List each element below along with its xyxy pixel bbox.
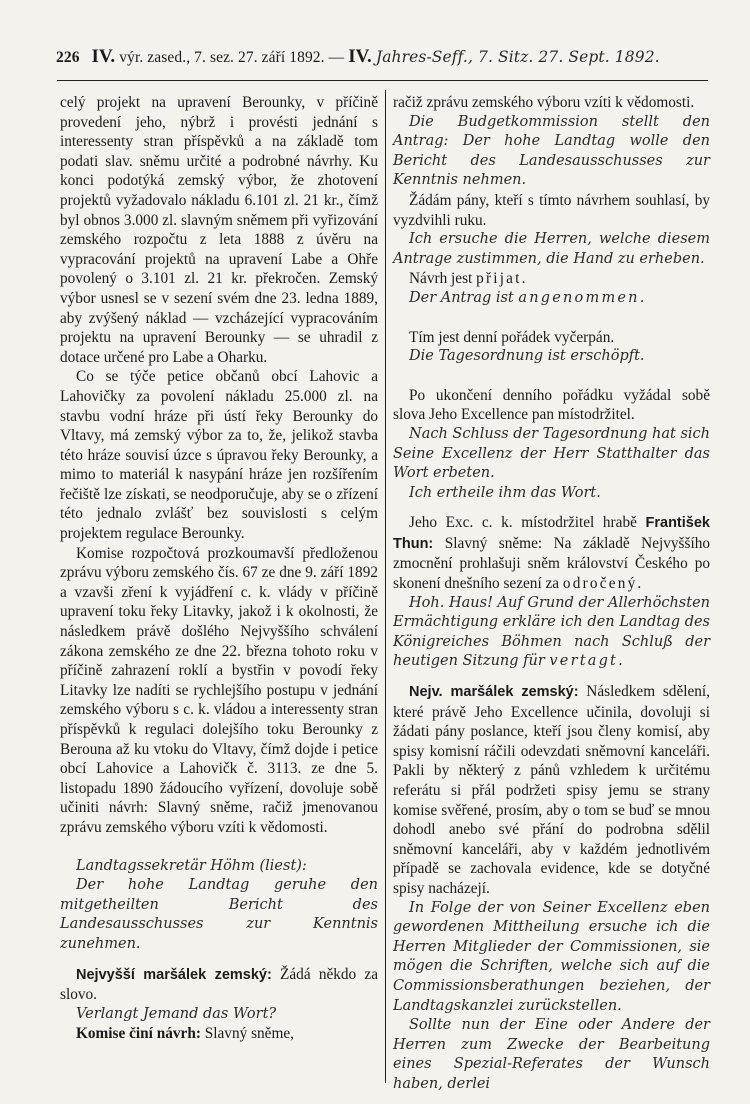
text: Hoh. Haus! Auf Grund der Allerhöchsten Ermächtigung erkläre ich den Landtag des Königreiches Böhmen nach Schluß der heutigen Sitzung für: [393, 594, 710, 670]
paragraph: celý projekt na upravení Berounky, v příčině provedení jeho, nýbrž i provésti jednání s interessenty stran příspěvků a na základě tom podati slav. sněmu určité a podrobné návrhy. Ku konci podotýká zemský výbor, že zhotovení projektů vyžadovalo nákladu 6.101 zl. 21 kr., čímž byl obnos 3.000 zl. slavným sněmem při vyřizování zemského rozpočtu z leta 1888 z úvěru na vypracování projektů na upravení Labe a Ohře povolený o 3.101 zl. 21 kr. překročen. Zemský výbor usnesl se v sezení svém dne 23. ledna 1889, aby zvýšený náklad — vzcházející vypracováním projektu na upravení Berounky — se uhradil z dotace určené pro Labe a Oharku.: [60, 94, 378, 366]
speaker-paragraph: [60, 965, 378, 1005]
paragraph-german: Die Tagesordnung ist erschöpft.: [409, 348, 645, 365]
german-session-text: Jahres-Seff., 7. Sitz. 27. Sept. 1892.: [375, 48, 660, 66]
speech-text: Slavný sněme: Na základě Nejvyššího zmocnění prohlašuji sněm království Českého po skonení dnešního sezení za: [393, 534, 711, 593]
paragraph: Po ukončení denního pořádku vyžádal sobě slova Jeho Excellence pan místodržitel.: [393, 386, 710, 424]
speech-text: Následkem sdělení, které právě Jeho Excellence učinila, dovoluji si žádati pány poslance, kteří jsou členy komisí, aby spisy komisní ráčili odevzdati sněmovní kanceláři. Pakli by některý z pánů vzhledem k určitému referátu si přál podržeti spisy jemu se strany komise svěřené, prosím, aby o tom se buď se mnou dohodl anebo své přání do podrobna sdělil sněmovní kanceláři, aby v každém jednotlivém případě se zachovala evidence, kde se dotyčné spisy nacházejí.: [393, 683, 710, 897]
text: Návrh jest: [409, 270, 473, 288]
paragraph: račiž zprávu zemského výboru vzíti k vědomosti.: [393, 94, 695, 111]
speaker-paragraph: [393, 513, 710, 593]
paragraph-german: Verlangt Jemand das Wort?: [76, 1005, 277, 1022]
paragraph-german: [393, 289, 710, 309]
paragraph-german: Landtagssekretär Höhm (liest):: [76, 857, 307, 874]
paragraph-german: Ich ersuche die Herren, welche diesem Antrage zustimmen, die Hand zu erheben.: [393, 231, 710, 267]
text: Jeho Exc. c. k. místodržitel hrabě: [409, 514, 637, 532]
right-column: [393, 93, 710, 1095]
czech-session-text: výr. zased., 7. sez. 27. září 1892. —: [119, 49, 345, 66]
speaker-paragraph: [393, 682, 710, 899]
paragraph: Komise rozpočtová prozkoumavší předloženou zprávu výboru zemského čís. 67 ze dne 9. září 1892 a vzavši zření k vyjádření c. k. vlády v příčině upravení toku řeky Litavky, jakož i k okolnosti, že následkem právě došlého Nejvyššího schválení zákona zemského ze dne 22. března tohoto roku v příčině zahrazení roklí a bystřin v povodí řeky Litavky lze nadíti se rychlejšího postupu v jednání zemského výboru s c. k. vládou a interessenty stran příspěvků k regulaci dolejšího toku Berounky z Berouna až ku vtoku do Vltavy, čímž dojde i petice obcí Lahovice a Lahovičk č. 3113. ze dne 5. listopadu 1890 žádoucího vyřízení, dovoluje sobě učiniti návrh: Slavný sněme, račiž jmenovanou zprávu zemského výboru vzíti k vědomosti.: [60, 544, 378, 836]
paragraph-german: In Folge der von Seiner Excellenz eben gewordenen Mittheilung ersuche ich die Herren Mitglieder der Commissionen, sie mögen die Schriften, welche sich auf die Commissionsberathungen beziehen, der Landtagskanzlei zurückstellen.: [393, 899, 710, 1014]
speaker-name: Nejvyšší maršálek zemský:: [76, 966, 272, 983]
speaker-name: František Thun:: [393, 515, 710, 552]
speaker-paragraph: [60, 1024, 378, 1044]
paragraph: Co se týče petice občanů obcí Lahovic a Lahovičky za povolení nákladu 25.000 zl. na stavbu vodní hráze při ústí řeky Berounky do Vltavy, má zemský výbor za to, že, jelikož stavba této hráze souvisí úzce s úpravou řeky Berounky, a mimo to materiál k nasypání hráze jen rozšířením řečiště lze získati, se neodporučuje, aby se o zřízení této jednalo zvlášť bez souvislosti s celým projektem regulace Berounky.: [60, 368, 378, 543]
paragraph: Žádám pány, kteří s tímto návrhem souhlasí, by vyzdvihli ruku.: [393, 191, 710, 229]
paragraph-german: Der hohe Landtag geruhe den mitgetheilten Bericht des Landesausschusses zur Kenntnis zunehmen.: [60, 877, 378, 952]
paragraph: Tím jest denní pořádek vyčerpán.: [409, 328, 615, 346]
paragraph: [393, 269, 710, 289]
spaced-text: angenommen.: [518, 289, 647, 306]
speech-text: Slavný sněme,: [204, 1025, 294, 1043]
czech-session-number: IV.: [91, 46, 116, 67]
left-column: [60, 93, 378, 1044]
german-session-number: IV.: [348, 46, 372, 67]
paragraph-german: [393, 594, 710, 672]
paragraph-german: Nach Schluss der Tagesordnung hat sich Seine Excellenz der Herr Statthalter das Wort erbeten.: [393, 425, 710, 482]
speaker-name: Nejv. maršálek zemský:: [409, 684, 579, 701]
spaced-text: odročený.: [562, 575, 644, 593]
paragraph-german: Sollte nun der Eine oder Andere der Herren zum Zwecke der Bearbeitung eines Spezial-Referates der Wunsch haben, derlei: [393, 1017, 710, 1092]
page-header: [56, 46, 706, 76]
page-number: 226: [56, 49, 80, 66]
text: Der Antrag ist: [409, 289, 514, 306]
speech-text: Žádá někdo za slovo.: [60, 965, 378, 1004]
speaker-name: Komise činí návrh:: [76, 1025, 201, 1043]
paragraph-german: Die Budgetkommission stellt den Antrag: Der hohe Landtag wolle den Bericht des Landesausschusses zur Kenntnis nehmen.: [393, 113, 710, 189]
column-divider: [385, 90, 386, 1083]
spaced-text: vertagt.: [549, 653, 625, 670]
paragraph-german: Ich ertheile ihm das Wort.: [409, 484, 601, 501]
spaced-text: přijat.: [476, 270, 528, 288]
header-rule: [57, 80, 708, 81]
